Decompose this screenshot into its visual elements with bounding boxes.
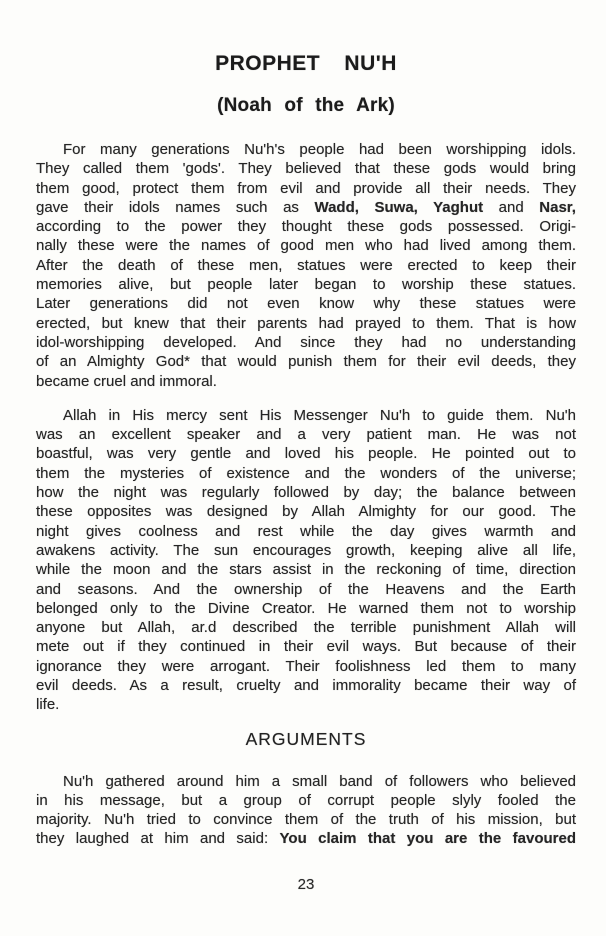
text-line: evil deeds. As a result, cruelty and immorality became their way of <box>36 677 576 694</box>
text-line: became cruel and immoral. <box>36 372 217 390</box>
page-title: PROPHET NU'H <box>215 52 397 75</box>
paragraph <box>36 772 576 849</box>
text-line: how the night was regularly followed by day; the balance between <box>36 484 576 502</box>
text-line: They called them 'gods'. They believed that these gods would bring <box>36 160 576 178</box>
page-body <box>36 140 576 849</box>
text-line: in his message, but a group of corrupt people slyly fooled the <box>36 791 576 809</box>
text-line: and seasons. And the ownership of the Heavens and the Earth <box>36 580 576 598</box>
text-line: mete out if they continued in their evil ways. But because of their <box>36 638 576 656</box>
text-line: belonged only to the Divine Creator. He warned them not to worship <box>36 599 576 617</box>
paragraph <box>36 406 576 715</box>
text-line: After the death of these men, statues were erected to keep their <box>36 256 576 274</box>
paragraph <box>36 140 576 391</box>
text-line: majority. Nu'h tried to convince them of the truth of his mission, but <box>36 811 576 829</box>
text-line: awakens activity. The sun encourages growth, keeping alive all life, <box>36 541 576 559</box>
text-line: while the moon and the stars assist in the reckoning of time, direction <box>36 561 576 579</box>
text-segment: they laughed at him and said: <box>36 830 280 848</box>
text-line: Nu'h gathered around him a small band of followers who believed <box>63 772 576 790</box>
text-line: memories alive, but people later began to worship these statues. <box>36 276 576 294</box>
bold-phrase: Wadd, Suwa, Yaghut <box>314 198 484 216</box>
page-subtitle: (Noah of the Ark) <box>217 95 395 117</box>
page-number: 23 <box>297 875 315 893</box>
text-line: according to the power they thought these gods possessed. Origi- <box>36 218 576 236</box>
bold-phrase: You claim that you are the favoured <box>279 830 576 848</box>
text-line <box>36 198 576 217</box>
text-line: Later generations did not even know why these statues were <box>36 295 576 313</box>
text-line: them good, protect them from evil and provide all their needs. They <box>36 179 576 197</box>
text-line <box>36 829 576 848</box>
text-line: boastful, was very gentle and loved his people. He pointed out to <box>36 445 576 463</box>
text-segment: and <box>483 198 540 216</box>
bold-phrase: Nasr, <box>539 198 576 216</box>
text-line: ignorance they were arrogant. Their foolishness led them to many <box>36 657 576 675</box>
text-line: erected, but knew that their parents had prayed to them. That is how <box>36 314 576 332</box>
section-heading: ARGUMENTS <box>245 728 367 749</box>
text-line: was an excellent speaker and a very patient man. He was not <box>36 426 576 444</box>
text-line: anyone but Allah, ar.d described the terrible punishment Allah will <box>36 619 576 637</box>
text-line: them the mysteries of existence and the wonders of the universe; <box>36 464 576 482</box>
text-segment: gave their idols names such as <box>36 198 315 216</box>
text-line: life. <box>36 696 60 714</box>
text-line: idol-worshipping developed. And since they had no understanding <box>36 333 576 351</box>
text-line: of an Almighty God* that would punish them for their evil deeds, they <box>36 353 576 371</box>
text-line: night gives coolness and rest while the day gives warmth and <box>36 522 576 540</box>
text-line: nally these were the names of good men who had lived among them. <box>36 237 576 255</box>
text-line: For many generations Nu'h's people had been worshipping idols. <box>63 140 576 158</box>
text-line: these opposites was designed by Allah Almighty for our good. The <box>36 503 576 521</box>
text-line: Allah in His mercy sent His Messenger Nu'h to guide them. Nu'h <box>63 406 576 424</box>
